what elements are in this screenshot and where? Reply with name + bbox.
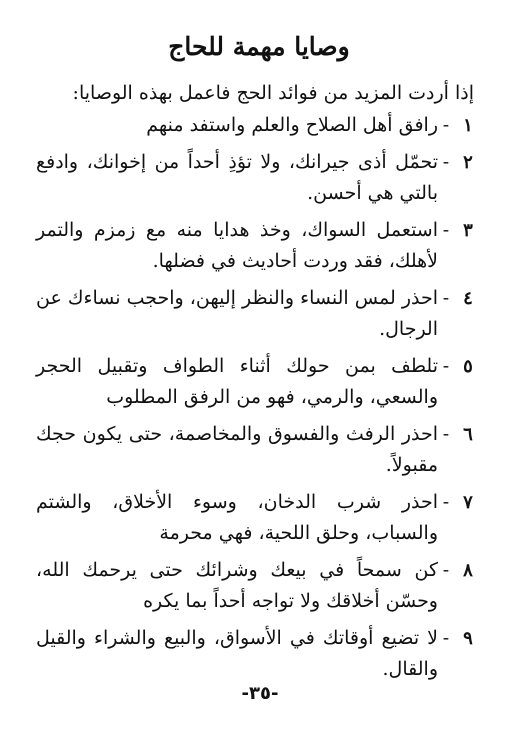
item-number: ٤ [463,288,473,309]
list-item [36,555,482,617]
item-text: احذر لمس النساء والنظر إليهن، واحجب نساءك عن الرجال. [36,287,438,340]
list-item [36,147,482,209]
item-number: ٨ [463,560,473,581]
item-text: كن سمحاً في بيعك وشرائك حتى يرحمك الله، وحسّن أخلاقك ولا تواجه أحداً بما يكره [36,559,438,612]
item-dash: - [442,219,450,241]
item-dash: - [442,355,450,377]
item-number: ٥ [463,356,473,377]
list-item [36,351,482,413]
item-number: ٧ [463,492,473,513]
item-dash: - [442,114,450,136]
page-title: وصايا مهمة للحاج [168,32,350,61]
item-dash: - [442,287,450,309]
item-text: احذر شرب الدخان، وسوء الأخلاق، والشتم والسباب، وحلق اللحية، فهي محرمة [36,491,438,544]
item-text: احذر الرفث والفسوق والمخاصمة، حتى يكون حجك مقبولاً. [36,423,438,476]
item-number: ١ [463,115,473,136]
page-number: -٣٥- [241,683,279,704]
item-text: تلطف بمن حولك أثناء الطواف وتقبيل الحجر والسعي، والرمي، فهو من الرفق المطلوب [36,355,438,408]
item-dash: - [442,491,450,513]
item-dash: - [442,559,450,581]
item-text: استعمل السواك، وخذ هدايا منه مع زمزم والتمر لأهلك، فقد وردت أحاديث في فضلها. [36,219,438,272]
item-text: لا تضيع أوقاتك في الأسواق، والبيع والشراء والقيل والقال. [36,627,438,680]
item-text: تحمّل أذى جيرانك، ولا تؤذِ أحداً من إخوانك، وادفع بالتي هي أحسن. [36,151,438,204]
list-item [36,110,482,141]
item-dash: - [442,151,450,173]
item-number: ٩ [463,628,473,649]
item-number: ٣ [463,220,473,241]
advice-list [36,110,482,685]
item-text: رافق أهل الصلاح والعلم واستفد منهم [146,114,438,136]
list-item [36,283,482,345]
list-item [36,419,482,481]
list-item [36,623,482,685]
list-item [36,487,482,549]
item-number: ٢ [463,152,473,173]
item-dash: - [442,627,450,649]
item-number: ٦ [463,424,473,445]
list-item [36,215,482,277]
intro-line: إذا أردت المزيد من فوائد الحج فاعمل بهذه الوصايا: [72,82,474,104]
item-dash: - [442,423,450,445]
